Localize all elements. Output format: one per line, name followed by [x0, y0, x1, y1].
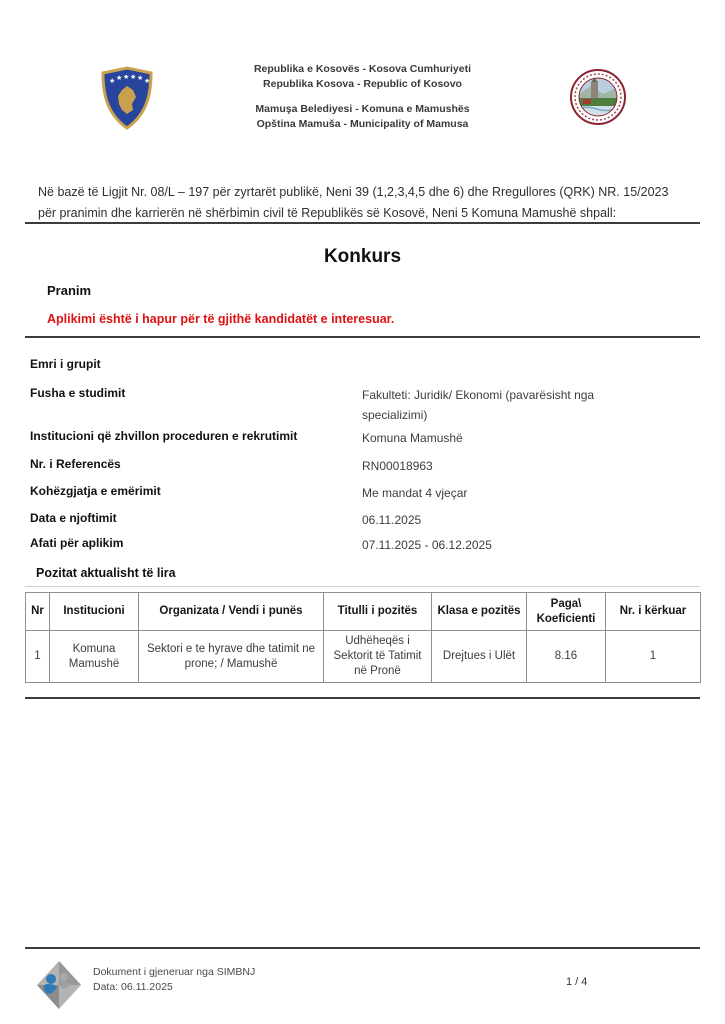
svg-text:★: ★: [116, 74, 123, 82]
field-row-institution: [30, 428, 695, 456]
col-header-salary-coefficient: Paga\ Koeficienti: [527, 593, 606, 631]
field-row-announcement-date: [30, 510, 695, 535]
mamusha-municipal-seal-icon: [569, 68, 627, 131]
cell-position-title: Udhëheqës i Sektorit të Tatimit në Pronë: [324, 631, 432, 683]
republic-line-1: Republika e Kosovës - Kosova Cumhuriyeti: [253, 63, 472, 75]
svg-text:★: ★: [123, 73, 130, 81]
table-row: [26, 631, 701, 683]
field-row-group-name: [30, 356, 695, 385]
field-label: Fusha e studimit: [30, 386, 126, 400]
page-title: Konkurs: [323, 246, 402, 267]
col-header-number-required: Nr. i kërkuar: [606, 593, 701, 631]
divider-positions: [25, 586, 700, 587]
intro-paragraph: Në bazë të Ligjit Nr. 08/L – 197 për zyrtarët publikë, Neni 39 (1,2,3,4,5 dhe 6) dhe Rregullores (QRK) NR. 15/2023 për pranimin dhe karrierën në shërbimin civil të Republikës së Kosovë, Neni 5 Komuna Mamushë shpall:: [38, 185, 669, 220]
svg-text:★: ★: [137, 74, 144, 82]
field-label: Kohëzgjatja e emërimit: [30, 484, 161, 498]
simbnj-logo-icon: [36, 960, 82, 1015]
positions-section-heading: Pozitat aktualisht të lira: [36, 566, 176, 580]
cell-organization: Sektori e te hyrave dhe tatimit ne prone; / Mamushë: [139, 631, 324, 683]
footer-divider: [25, 947, 700, 949]
subtitle-pranim: Pranim: [47, 283, 92, 298]
field-value: RN00018963: [362, 459, 433, 473]
table-header-row: [26, 593, 701, 631]
positions-table: [25, 592, 700, 683]
svg-text:★: ★: [130, 73, 137, 81]
field-label: Institucioni që zhvillon proceduren e rekrutimit: [30, 429, 298, 443]
svg-text:★: ★: [109, 77, 116, 85]
cell-nr: 1: [26, 631, 50, 683]
col-header-institution: Institucioni: [50, 593, 139, 631]
field-value: Komuna Mamushë: [362, 431, 463, 445]
col-header-position-title: Titulli i pozitës: [324, 593, 432, 631]
col-header-nr: Nr: [26, 593, 50, 631]
divider-notice: [25, 336, 700, 338]
cell-number-required: 1: [606, 631, 701, 683]
field-value: 06.11.2025: [362, 513, 422, 527]
field-value: Fakulteti: Juridik/ Ekonomi (pavarësisht nga specializimi): [362, 388, 595, 422]
republic-line-2: Republika Kosova - Republic of Kosovo: [263, 78, 462, 90]
cell-institution: Komuna Mamushë: [50, 631, 139, 683]
field-value: 07.11.2025 - 06.12.2025: [362, 538, 492, 552]
field-label: Emri i grupit: [30, 357, 101, 371]
svg-text:★: ★: [144, 77, 151, 85]
vacancy-details: [30, 356, 695, 563]
cell-salary-coefficient: 8.16: [527, 631, 606, 683]
footer-date-line: Data: 06.11.2025: [93, 981, 173, 993]
municipality-line-2: Opština Mamuša - Municipality of Mamusa: [256, 118, 469, 130]
open-application-notice: Aplikimi është i hapur për të gjithë kandidatët e interesuar.: [47, 312, 395, 326]
cell-position-class: Drejtues i Ulët: [432, 631, 527, 683]
field-label: Nr. i Referencës: [30, 457, 121, 471]
footer-generated-line: Dokument i gjeneruar nga SIMBNJ: [93, 966, 256, 978]
field-row-study-field: [30, 385, 695, 428]
col-header-organization: Organizata / Vendi i punës: [139, 593, 324, 631]
col-header-position-class: Klasa e pozitës: [432, 593, 527, 631]
field-label: Data e njoftimit: [30, 511, 117, 525]
footer-text: [93, 965, 255, 995]
field-row-application-period: [30, 535, 695, 563]
field-label: Afati për aplikim: [30, 536, 124, 550]
divider-bottom: [25, 697, 700, 699]
page-number: 1 / 4: [566, 976, 588, 988]
field-value: Me mandat 4 vjeçar: [362, 486, 468, 500]
field-row-appointment-duration: [30, 483, 695, 510]
field-row-reference-number: [30, 456, 695, 483]
municipality-line-1: Mamuşa Belediyesi - Komuna e Mamushës: [255, 103, 470, 115]
divider-top: [25, 222, 700, 224]
